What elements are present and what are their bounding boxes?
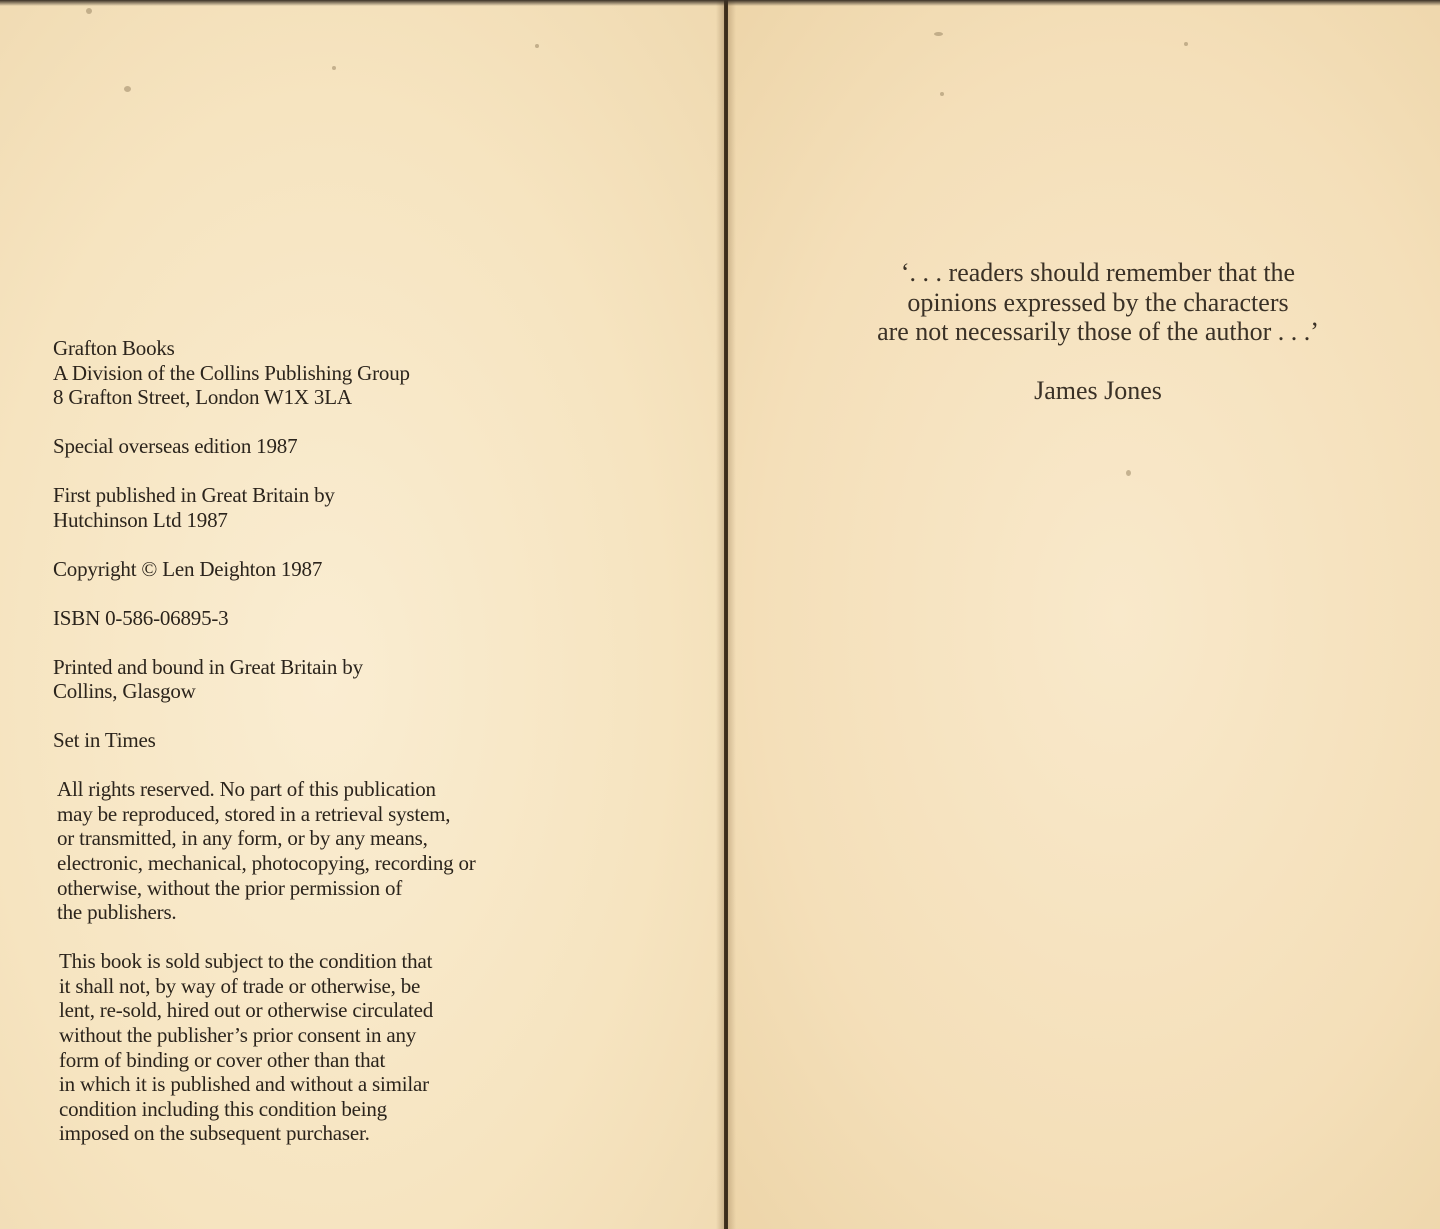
- rights-line: may be reproduced, stored in a retrieval system,: [57, 801, 451, 826]
- paper-speck: [1184, 42, 1188, 46]
- edition-line: Special overseas edition 1987: [53, 434, 298, 459]
- paper-speck: [332, 66, 336, 70]
- conditions-block: [59, 949, 613, 1146]
- paper-speck: [940, 92, 944, 96]
- paper-speck: [124, 86, 131, 92]
- rights-line: or transmitted, in any form, or by any means,: [57, 826, 428, 851]
- first-published-line: First published in Great Britain by: [53, 483, 335, 508]
- rights-block: [57, 777, 613, 925]
- page-top-edge: [0, 0, 1440, 6]
- copyright-imprint: [53, 336, 613, 1170]
- isbn-block: [53, 606, 613, 631]
- copyright-line: Copyright © Len Deighton 1987: [53, 556, 323, 581]
- typeface-block: [53, 728, 613, 753]
- book-gutter: [716, 0, 736, 1229]
- rights-line: otherwise, without the prior permission of: [57, 875, 403, 900]
- printed-line: Printed and bound in Great Britain by: [53, 654, 363, 679]
- conditions-line: without the publisher’s prior consent in any: [59, 1023, 417, 1047]
- edition-block: [53, 434, 613, 459]
- paper-speck: [86, 8, 92, 14]
- first-published-line: Hutchinson Ltd 1987: [53, 507, 228, 532]
- conditions-line: imposed on the subsequent purchaser.: [59, 1121, 370, 1146]
- conditions-line: form of binding or cover other than that: [59, 1047, 386, 1072]
- paper-speck: [535, 44, 539, 48]
- publisher-line: Grafton Books: [53, 336, 175, 360]
- epigraph-attribution: James Jones: [1034, 376, 1162, 405]
- conditions-line: in which it is published and without a similar: [59, 1072, 429, 1097]
- rights-line: electronic, mechanical, photocopying, recording or: [57, 851, 476, 876]
- conditions-line: condition including this condition being: [59, 1096, 387, 1121]
- epigraph-quote: [740, 258, 1440, 347]
- conditions-line: it shall not, by way of trade or otherwise, be: [59, 973, 421, 998]
- epigraph-line: are not necessarily those of the author . . .’: [877, 317, 1319, 346]
- conditions-line: lent, re-sold, hired out or otherwise circulated: [59, 998, 434, 1023]
- right-page: [728, 0, 1440, 1229]
- typeface-line: Set in Times: [53, 728, 156, 753]
- rights-line: All rights reserved. No part of this publication: [57, 777, 436, 802]
- printed-line: Collins, Glasgow: [53, 679, 196, 704]
- copyright-block: [53, 557, 613, 582]
- paper-speck: [934, 32, 943, 36]
- epigraph-line: ‘. . . readers should remember that the: [900, 258, 1296, 287]
- publisher-line: 8 Grafton Street, London W1X 3LA: [53, 385, 352, 410]
- isbn-line: ISBN 0-586-06895-3: [53, 605, 229, 630]
- rights-line: the publishers.: [57, 900, 177, 925]
- first-published-block: [53, 483, 613, 532]
- publisher-block: [53, 336, 613, 410]
- epigraph-line: opinions expressed by the characters: [907, 287, 1289, 317]
- printed-block: [53, 655, 613, 704]
- paper-speck: [1126, 470, 1131, 476]
- conditions-line: This book is sold subject to the condition that: [59, 949, 433, 974]
- publisher-line: A Division of the Collins Publishing Group: [53, 360, 410, 385]
